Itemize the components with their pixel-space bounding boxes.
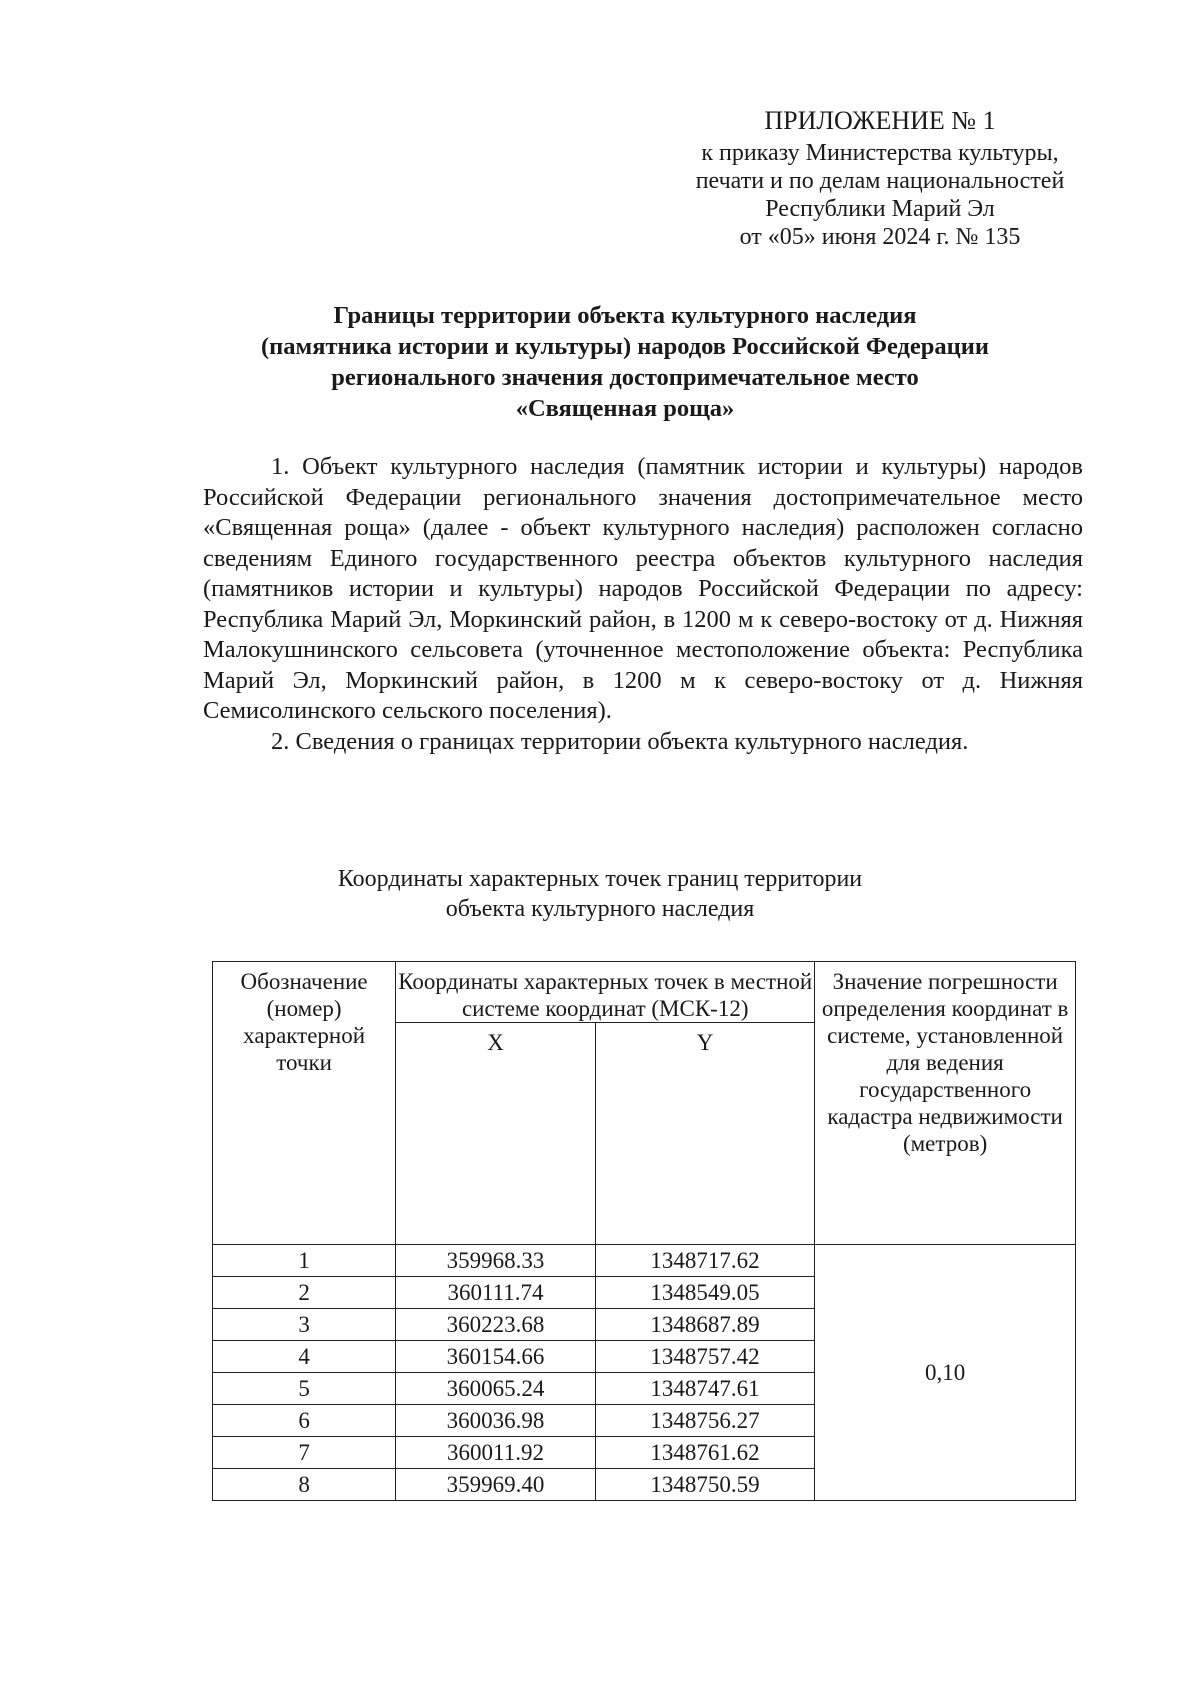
point-number: 3 xyxy=(213,1309,396,1341)
coord-y: 1348687.89 xyxy=(595,1309,814,1341)
coord-x: 360011.92 xyxy=(396,1437,596,1469)
header-x: X xyxy=(396,1023,596,1245)
title-line: «Священная роща» xyxy=(515,395,735,422)
coord-y: 1348717.62 xyxy=(595,1245,814,1277)
header-y: Y xyxy=(595,1023,814,1245)
header-point-number: Обозначение (номер) характерной точки xyxy=(213,962,396,1245)
coord-x: 360154.66 xyxy=(396,1341,596,1373)
point-number: 2 xyxy=(213,1277,396,1309)
coord-x: 359968.33 xyxy=(396,1245,596,1277)
point-number: 8 xyxy=(213,1469,396,1501)
coord-y: 1348761.62 xyxy=(595,1437,814,1469)
point-number: 6 xyxy=(213,1405,396,1437)
paragraph-1: 1. Объект культурного наследия (памятник истории и культуры) народов Российской Федерации регионального значения достопримечательное место «Священная роща» (далее - объект культурного наследия) расположен согласно сведениям Единого государственного реестра объектов культурного наследия (памятников истории и культуры) народов Российской Федерации по адресу: Республика Марий Эл, Моркинский район, в 1200 м к северо-востоку от д. Нижняя Малокушнинского сельсовета (уточненное местоположение объекта: Республика Марий Эл, Моркинский район, в 1200 м к северо-востоку от д. Нижняя Семисолинского сельского поселения). xyxy=(203,453,1083,724)
coord-x: 359969.40 xyxy=(396,1469,596,1501)
table-row xyxy=(213,1245,1076,1277)
point-number: 7 xyxy=(213,1437,396,1469)
table-caption xyxy=(280,864,920,924)
coord-x: 360111.74 xyxy=(396,1277,596,1309)
appendix-title: ПРИЛОЖЕНИЕ № 1 xyxy=(764,106,996,135)
header-coordinates: Координаты характерных точек в местной системе координат (МСК-12) xyxy=(396,962,815,1023)
coord-x: 360065.24 xyxy=(396,1373,596,1405)
coord-y: 1348750.59 xyxy=(595,1469,814,1501)
coord-x: 360223.68 xyxy=(396,1309,596,1341)
document-title xyxy=(170,300,1080,424)
title-line: Границы территории объекта культурного наследия xyxy=(333,302,917,329)
coord-y: 1348757.42 xyxy=(595,1341,814,1373)
paragraph-2: 2. Сведения о границах территории объекта культурного наследия. xyxy=(271,727,969,755)
title-line: (памятника истории и культуры) народов Российской Федерации xyxy=(261,333,989,360)
header-accuracy: Значение погрешности определения координат в системе, установленной для ведения государственного кадастра недвижимости (метров) xyxy=(815,962,1076,1245)
appendix-line: Республики Марий Эл xyxy=(765,196,995,222)
point-number: 4 xyxy=(213,1341,396,1373)
appendix-line: к приказу Министерства культуры, xyxy=(701,140,1059,166)
caption-line: объекта культурного наследия xyxy=(445,896,755,922)
appendix-block xyxy=(640,103,1120,251)
coord-x: 360036.98 xyxy=(396,1405,596,1437)
table-header-row xyxy=(213,962,1076,1023)
coordinates-table xyxy=(212,961,1076,1501)
caption-line: Координаты характерных точек границ территории xyxy=(337,866,863,892)
point-number: 5 xyxy=(213,1373,396,1405)
coord-y: 1348747.61 xyxy=(595,1373,814,1405)
appendix-line: от «05» июня 2024 г. № 135 xyxy=(739,224,1021,250)
accuracy-value: 0,10 xyxy=(815,1245,1076,1501)
appendix-line: печати и по делам национальностей xyxy=(695,168,1065,194)
coord-y: 1348756.27 xyxy=(595,1405,814,1437)
body-text xyxy=(203,452,1083,757)
coord-y: 1348549.05 xyxy=(595,1277,814,1309)
point-number: 1 xyxy=(213,1245,396,1277)
title-line: регионального значения достопримечательное место xyxy=(331,364,919,391)
